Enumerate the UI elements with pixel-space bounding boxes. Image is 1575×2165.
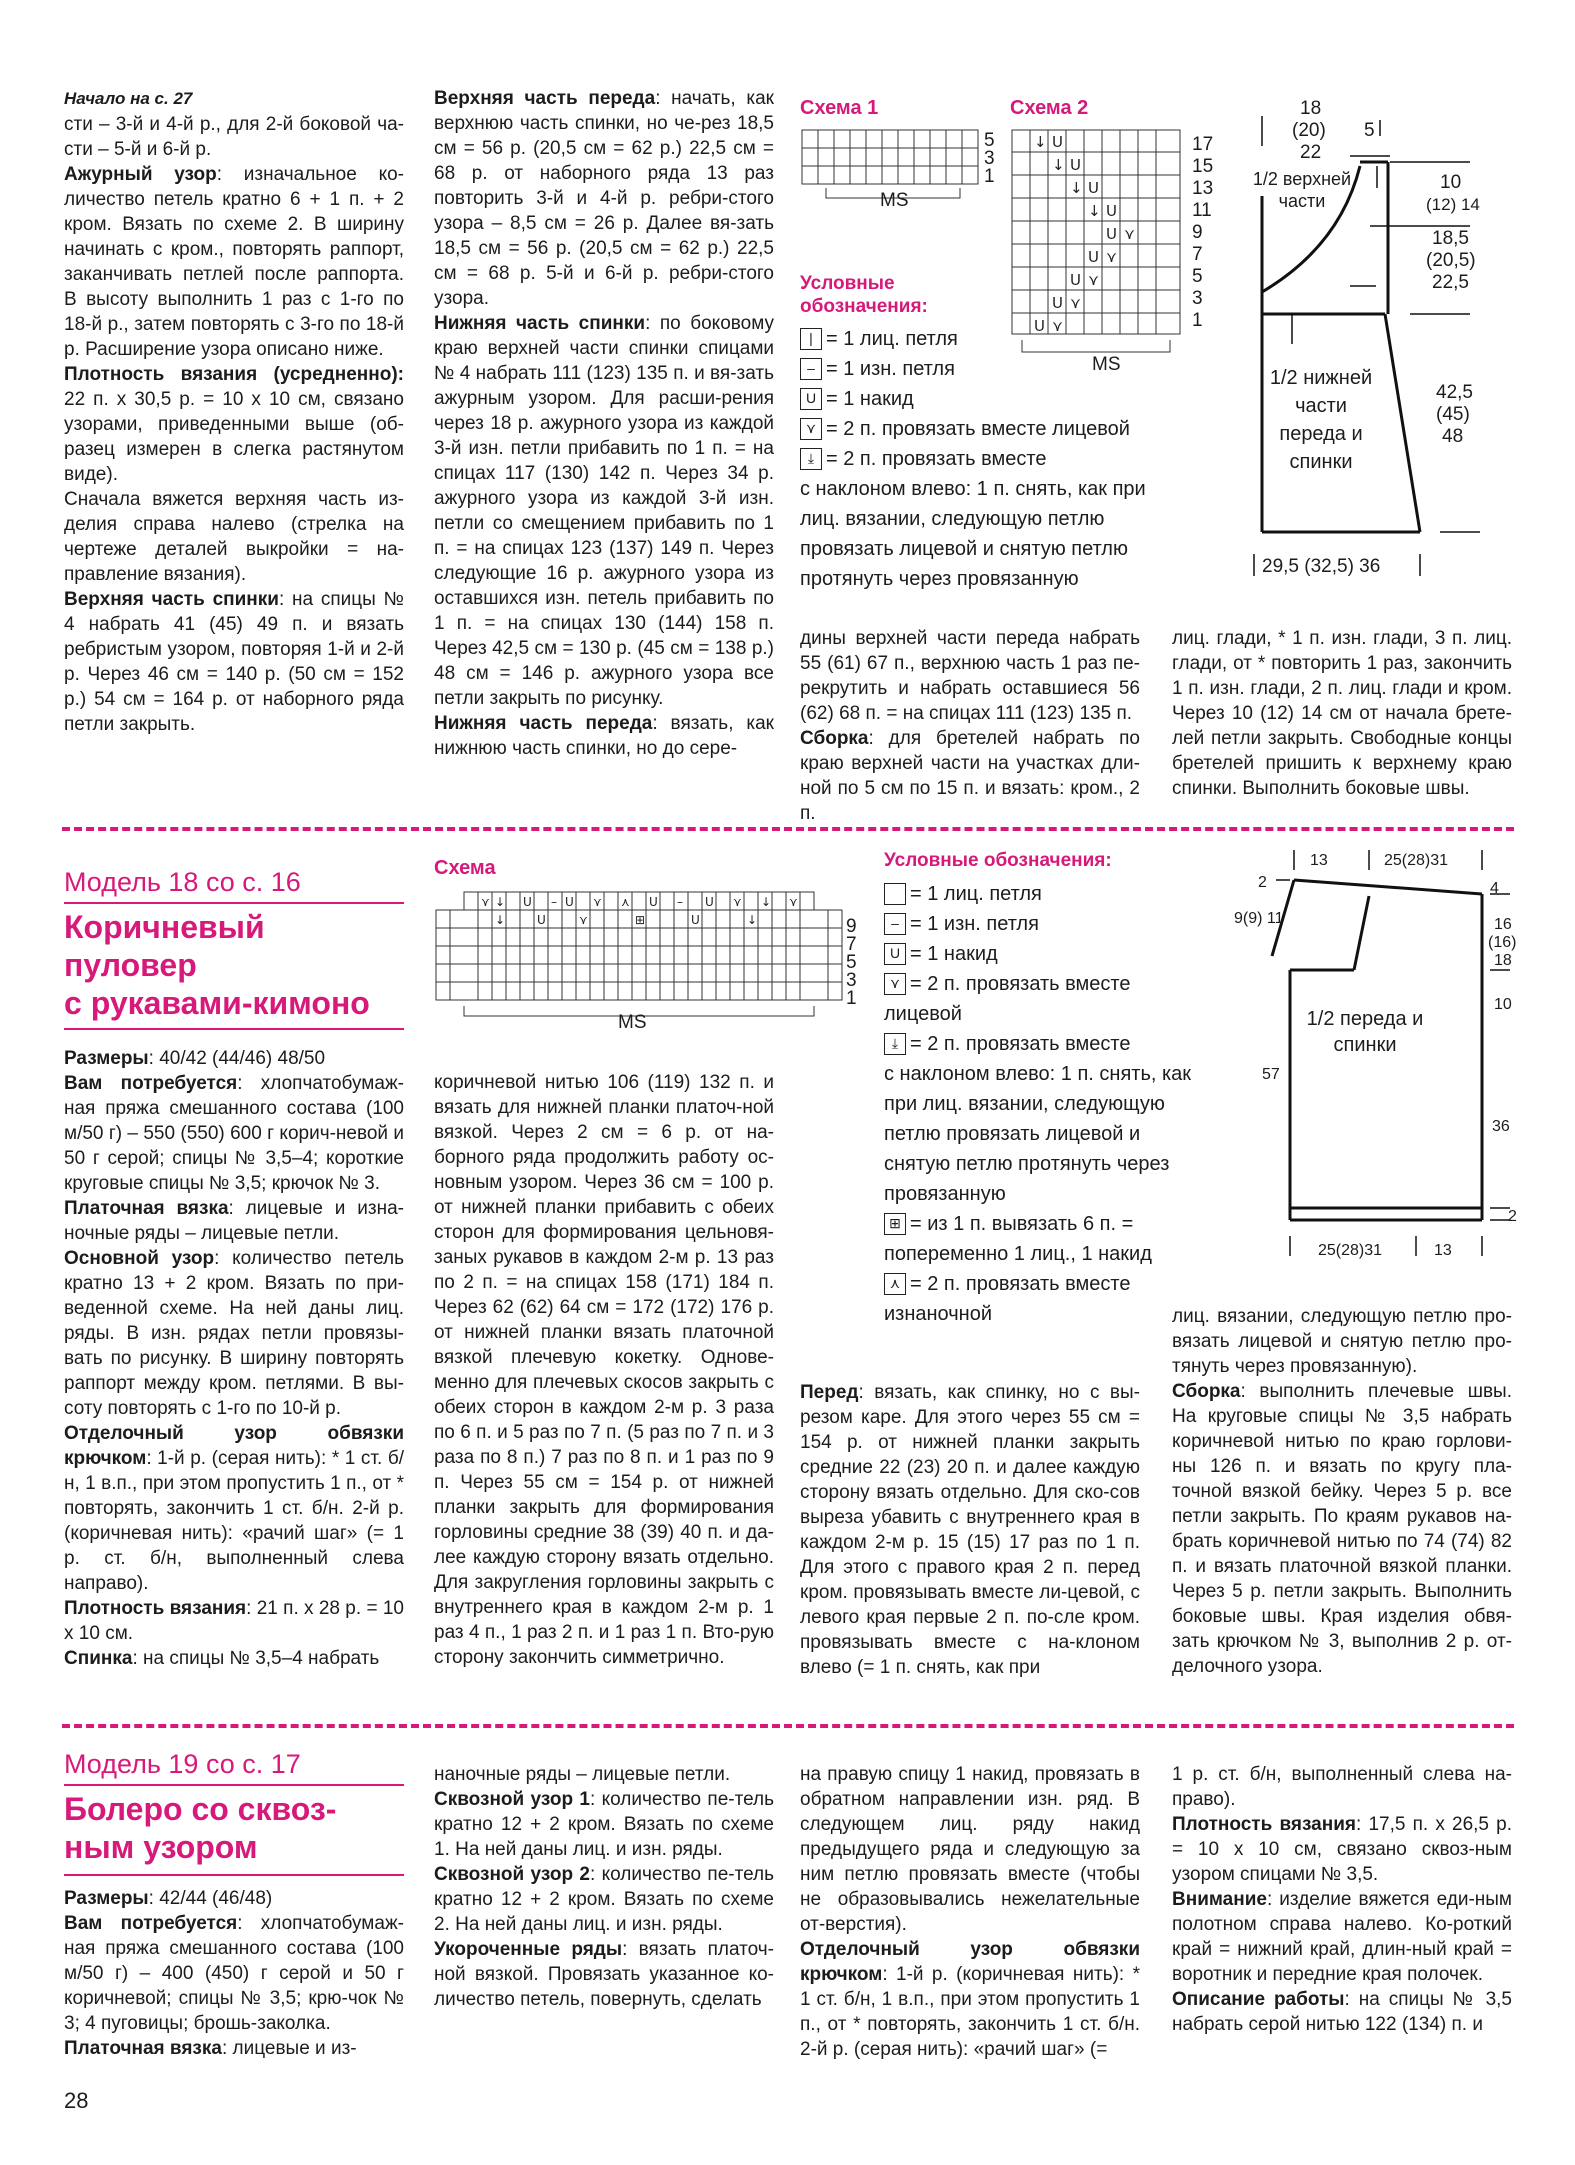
svg-text:U: U	[1034, 317, 1045, 335]
svg-text:↓: ↓	[1052, 156, 1065, 174]
svg-text:U: U	[649, 895, 658, 909]
m18-column-2	[434, 1070, 774, 1670]
legend-item: попеременно 1 лиц., 1 накид	[884, 1242, 1152, 1265]
continued-note: Начало на с. 27	[64, 89, 193, 108]
dim-label: 57	[1262, 1066, 1280, 1083]
svg-text:⋎: ⋎	[1124, 225, 1135, 243]
model-18-rule	[64, 902, 404, 904]
svg-text:⋏: ⋏	[621, 895, 630, 909]
scheme-2-row-label: 5	[1192, 266, 1203, 287]
top-column-3b	[800, 626, 1140, 826]
svg-text:⋎: ⋎	[789, 895, 798, 909]
svg-text:⊞: ⊞	[635, 913, 646, 927]
dim-label: 10	[1494, 996, 1512, 1013]
paragraph: Ажурный узор: изначальное ко-личество петель кратно 6 + 1 п. + 2 кром. Вязать по схеме 2. В ширину начинать с кром., повторять раппорт, заканчивать петлей после раппорта. В высоту выполнить 1 раз с 1-го по 18-й р., затем повторять с 3-го по 18-й р. Расширение узора описано ниже.	[64, 164, 404, 360]
svg-text:U: U	[1106, 202, 1117, 220]
dim-label: 16	[1494, 916, 1512, 933]
m18-legend	[884, 848, 1224, 1329]
ssk-icon: ⤓	[884, 1033, 906, 1055]
m18-scheme-row-label: 7	[846, 934, 857, 955]
paragraph: сти – 3-й и 4-й р., для 2-й боковой ча-сти – 5-й и 6-й р.	[64, 114, 404, 160]
m19-column-1	[64, 1886, 404, 2061]
legend-item: снятую петлю протянуть через	[884, 1152, 1170, 1175]
dim-label: 36	[1492, 1118, 1510, 1135]
legend-item: U = 1 накид	[884, 939, 1224, 969]
paragraph: Нижняя часть переда: вязать, как нижнюю часть спинки, но до сере-	[434, 713, 774, 759]
knit-stitch-icon: |	[800, 328, 822, 350]
dim-label: 13	[1434, 1242, 1452, 1259]
paragraph: Описание работы: на спицы № 3,5 набрать серой нитью 122 (134) п. и	[1172, 1989, 1512, 2035]
scheme-1-title: Схема 1	[800, 97, 879, 119]
paragraph: Размеры: 42/44 (46/48)	[64, 1888, 273, 1909]
paragraph: Верхняя часть спинки: на спицы № 4 набрать 41 (45) 49 п. и вязать ребристым узором, повторяя 1-й и 2-й р. Через 46 см = 140 р. (50 см = 152 р.) 54 см = 164 р. от наборного ряда петли закрыть.	[64, 589, 404, 735]
svg-text:U: U	[1106, 225, 1117, 243]
dim-label: (20,5)	[1426, 250, 1476, 271]
paragraph: Сквозной узор 2: количество пе-тель кратно 12 + 2 кром. Вязать по схеме 2. На ней даны лиц. и изн. ряды.	[434, 1864, 774, 1935]
svg-text:U: U	[565, 895, 574, 909]
scheme-2-row-label: 11	[1192, 200, 1212, 221]
legend-item: ⤓ = 2 п. провязать вместе	[884, 1029, 1224, 1059]
paragraph: Основной узор: количество петель кратно 13 + 2 кром. Вязать по при-веденной схеме. На ней даны лиц. ряды. В изн. рядах петли провязы-вать по рисунку. В ширину повторять раппорт между кром. петлями. В вы-соту повторять с 1-го по 10-й р.	[64, 1248, 404, 1419]
paragraph: Вам потребуется: хлопчатобумаж-ная пряжа смешанного состава (100 м/50 г) – 550 (550) 600 г корич-невой и 50 г серой; спицы № 3,5–4; короткие круговые спицы № 3,5; крючок № 3.	[64, 1073, 404, 1194]
scheme-2-row-label: 1	[1192, 310, 1203, 331]
m18-scheme-row-label: 3	[846, 970, 857, 991]
svg-text:U: U	[1070, 156, 1081, 174]
svg-text:↓: ↓	[1088, 202, 1101, 220]
m18-column-3	[800, 1380, 1140, 1680]
ssk-icon: ⤓	[800, 448, 822, 470]
model-19-rule	[64, 1784, 404, 1786]
purl-stitch-icon: –	[800, 358, 822, 380]
legend-title: Условные обозначения:	[800, 273, 928, 317]
svg-text:U: U	[1088, 248, 1099, 266]
model-19-rule	[64, 1874, 404, 1876]
svg-text:⋎: ⋎	[1088, 271, 1099, 289]
model-18-title: Коричневый пуловер с рукавами-кимоно	[64, 909, 370, 1021]
dim-label: (16)	[1488, 934, 1517, 951]
scheme-2-row-label: 9	[1192, 222, 1203, 243]
scheme-2-row-label: 15	[1192, 156, 1214, 177]
legend-continuation: с наклоном влево: 1 п. снять, как при лиц. вязании, следующую петлю провязать лицевой и снятую петлю протянуть через провязанную	[800, 478, 1146, 590]
upper-part-label: 1/2 верхней части	[1252, 169, 1352, 211]
dim-label: 25(28)31	[1318, 1242, 1383, 1259]
scheme-1-row-label: 5	[984, 130, 995, 151]
legend-item: – = 1 изн. петля	[800, 354, 1180, 384]
legend-item: при лиц. вязании, следующую	[884, 1092, 1165, 1115]
paragraph: дины верхней части переда набрать 55 (61) 67 п., верхнюю часть 1 раз пе-рекрутить и набрать оставшиеся 56 (62) 68 п. = на спицах 111 (123) 135 п.	[800, 628, 1140, 724]
paragraph: Вам потребуется: хлопчатобумаж-ная пряжа смешанного состава (100 м/50 г) – 400 (450) г серой и 50 г коричневой; спицы № 3,5; крю-чок № 3; 4 пуговицы; брошь-заколка.	[64, 1913, 404, 2034]
paragraph: Платочная вязка: лицевые и из-	[64, 2038, 357, 2059]
increase-6-icon: ⊞	[884, 1213, 906, 1235]
svg-text:–: –	[677, 895, 683, 909]
paragraph: Плотность вязания (усредненно): 22 п. х 30,5 р. = 10 х 10 см, связано узорами, приведенными выше (об-разец измерен в слегка растянутом виде).	[64, 364, 404, 485]
legend-title: Условные обозначения:	[884, 850, 1112, 871]
legend-item: ⋏ = 2 п. провязать вместе	[884, 1269, 1224, 1299]
legend-item: изнаночной	[884, 1302, 992, 1325]
legend-item: – = 1 изн. петля	[884, 909, 1224, 939]
legend-item: провязанную	[884, 1182, 1006, 1205]
legend-item: петлю провязать лицевой и	[884, 1122, 1141, 1145]
svg-text:⋎: ⋎	[1052, 317, 1063, 335]
m18-column-1	[64, 1046, 404, 1671]
svg-text:↓: ↓	[1070, 179, 1083, 197]
legend-item: лицевой	[884, 1002, 962, 1025]
scheme-1-row-label: 1	[984, 166, 995, 187]
model-19-title: Болеро со сквоз- ным узором	[64, 1791, 337, 1865]
k2tog-icon: ⋎	[800, 418, 822, 440]
m18-scheme-ms: MS	[618, 1012, 647, 1033]
paragraph: наночные ряды – лицевые петли.	[434, 1764, 731, 1785]
paragraph: Укороченные ряды: вязать платоч-ной вязкой. Провязать указанное ко-личество петель, повернуть, сделать	[434, 1939, 774, 2010]
page-number: 28	[64, 2088, 89, 2113]
paragraph: Сначала вяжется верхняя часть из-делия справа налево (стрелка на чертеже деталей выкройки = на-правление вязания).	[64, 489, 404, 585]
dim-label: 48	[1442, 426, 1464, 447]
dim-label: 10	[1440, 172, 1462, 193]
svg-text:⋎: ⋎	[481, 895, 490, 909]
k2tog-icon: ⋎	[884, 973, 906, 995]
yarn-over-icon: U	[800, 388, 822, 410]
scheme-1-ms: MS	[880, 190, 909, 211]
dim-label: 22	[1300, 142, 1322, 163]
top-column-4b	[1172, 626, 1512, 801]
m18-scheme-row-label: 9	[846, 916, 857, 937]
svg-text:U: U	[1052, 294, 1063, 312]
m19-column-3	[800, 1762, 1140, 2062]
legend-item: ⋎ = 2 п. провязать вместе	[884, 969, 1224, 999]
paragraph: Сборка: для бретелей набрать по краю верхней части на участках дли-ной по 5 см по 15 п. и вязать: кром., 2 п.	[800, 728, 1140, 824]
model-18-reference: Модель 18 со с. 16	[64, 867, 301, 897]
p2tog-icon: ⋏	[884, 1273, 906, 1295]
lower-part-label: 1/2 нижней части переда и спинки	[1269, 367, 1373, 473]
paragraph: коричневой нитью 106 (119) 132 п. и вязать для нижней планки платоч-ной вязкой. Через 2 см = 6 р. от на-борного ряда продолжить работу ос-новным узором. Через 36 см = 100 р. от нижней планки прибавить с обеих сторон для формирования цельновя-заных рукавов в каждом 2-м р. 13 раз по 2 п. = на спицах 158 (171) 184 п. Через 62 (62) 64 см = 172 (172) 176 р. от нижней планки вязать платочной вязкой плечевую кокетку. Однове-менно для плечевых скосов закрыть с обеих сторон в каждом 2-м р. 3 раза по 6 п. и 5 раз по 7 п. (5 раз по 7 п. и 3 раза по 8 п.) 7 раз по 8 п. и 1 раз по 9 п. Через 55 см = 154 р. от нижней планки закрыть для формирования горловины средние 38 (39) 40 п. и да-лее каждую сторону вязать отдельно. Для закругления горловины закрыть с внутреннего края в каждом 2-м р. 1 раз 4 п., 1 раз 2 п. и 1 раз 1 п. Вто-рую сторону закончить симметрично.	[434, 1072, 774, 1668]
svg-text:⋎: ⋎	[593, 895, 602, 909]
paragraph: Сборка: выполнить плечевые швы. На круговые спицы № 3,5 набрать коричневой нитью по краю горлови-ны 126 п. и вязать по кругу пла-точной вязкой бейку. Через 5 р. все петли закрыть. По краям рукавов на-брать коричневой нитью по 74 (74) 82 п. и вязать платочной вязкой планки. Через 5 р. петли закрыть. Выполнить боковые швы. Края изделия обвя-зать крючком № 3, выполнив 2 р. от-делочного узора.	[1172, 1381, 1512, 1677]
legend-item: с наклоном влево: 1 п. снять, как	[884, 1062, 1192, 1085]
paragraph: Внимание: изделие вяжется еди-ным полотном справа налево. Ко-роткий край = нижний край, длин-ный край = воротник и передние края полочек.	[1172, 1889, 1512, 1985]
scheme-2-row-label: 13	[1192, 178, 1214, 199]
m18-scheme-row-label: 5	[846, 952, 857, 973]
svg-text:U: U	[1052, 133, 1063, 151]
m18-scheme-row-label: 1	[846, 988, 857, 1009]
legend-item: = 1 лиц. петля	[884, 879, 1224, 909]
dim-label: 13	[1310, 852, 1328, 869]
svg-text:↓: ↓	[495, 913, 506, 927]
front-back-label: 1/2 переда и спинки	[1306, 1008, 1424, 1056]
m19-column-2	[434, 1762, 774, 2012]
paragraph: Отделочный узор обвязки крючком: 1-й р. (коричневая нить): * 1 ст. б/н, 1 в.п., при этом пропустить 1 п., от * повторять, закончить 1 ст. б/н. 2-й р. (серая нить): «рачий шаг» (=	[800, 1939, 1140, 2060]
dim-label: 4	[1490, 880, 1499, 897]
m18-column-4	[1172, 1304, 1512, 1679]
paragraph: Плотность вязания: 17,5 п. х 26,5 р. = 10 х 10 см, связано сквоз-ным узором спицами № 3,5.	[1172, 1814, 1512, 1885]
dim-label: 2	[1258, 874, 1267, 891]
dim-label: 2	[1508, 1208, 1517, 1225]
top-schematic	[1240, 96, 1520, 586]
legend-item: | = 1 лиц. петля	[800, 324, 1180, 354]
dim-label: (20)	[1292, 120, 1326, 141]
dim-label: (45)	[1436, 404, 1470, 425]
scheme-1	[800, 96, 1000, 246]
paragraph: Размеры: 40/42 (44/46) 48/50	[64, 1048, 326, 1069]
scheme-2-title: Схема 2	[1010, 97, 1089, 119]
paragraph: лиц. вязании, следующую петлю про-вязать лицевой и снятую петлю про-тянуть через провязанную).	[1172, 1306, 1512, 1377]
dim-label: 9(9) 11	[1234, 910, 1284, 927]
legend-item: ⤓ = 2 п. провязать вместе	[800, 444, 1180, 474]
section-divider	[62, 827, 1514, 831]
top-column-1	[64, 112, 404, 737]
svg-text:–: –	[551, 895, 557, 909]
svg-text:U: U	[523, 895, 532, 909]
paragraph: Верхняя часть переда: начать, как верхнюю часть спинки, но че-рез 18,5 см = 56 р. (20,5 см = 62 р.) 22,5 см = 68 р. от наборного ряда 13 раз повторить 3-й и 4-й р. ребри-стого узора – 8,5 см = 26 р. Далее вя-зать 18,5 см = 56 р. (20,5 см = 62 р.) 22,5 см = 68 р. 5-й и 6-й р. ребри-стого узора.	[434, 88, 774, 309]
purl-stitch-icon: –	[884, 913, 906, 935]
dim-label: 18,5	[1432, 228, 1469, 249]
paragraph: на правую спицу 1 накид, провязать в обратном направлении изн. ряд. В следующем лиц. ряду накид предыдущего ряда и следующую за ним петлю провязать вместе (чтобы не образовывались нежелательные от-верстия).	[800, 1764, 1140, 1935]
m18-scheme	[434, 856, 874, 1036]
dim-label: (12) 14	[1426, 195, 1480, 214]
yarn-over-icon: U	[884, 943, 906, 965]
svg-text:↓: ↓	[1034, 133, 1047, 151]
svg-text:U: U	[537, 913, 546, 927]
dim-label: 18	[1300, 98, 1322, 119]
model-19-reference: Модель 19 со с. 17	[64, 1749, 301, 1779]
paragraph: Отделочный узор обвязки крючком: 1-й р. (серая нить): * 1 ст. б/н, 1 в.п., при этом пропустить 1 п., от * повторять, закончить 1 ст. б/н. 2-й р. (коричневая нить): «рачий шаг» (= 1 р. ст. б/н, выполненный слева направо).	[64, 1423, 404, 1594]
paragraph: Сквозной узор 1: количество пе-тель кратно 12 + 2 кром. Вязать по схеме 1. На ней даны лиц. и изн. ряды.	[434, 1789, 774, 1860]
svg-text:U: U	[705, 895, 714, 909]
scheme-2-row-label: 17	[1192, 134, 1214, 155]
paragraph: лиц. глади, * 1 п. изн. глади, 3 п. лиц. глади, от * повторить 1 раз, закончить 1 п. изн. глади, 2 п. лиц. глади и кром. Через 10 (12) 14 см от начала брете-лей петли закрыть. Свободные концы бретелей пришить к верхнему краю спинки. Выполнить боковые швы.	[1172, 628, 1512, 799]
paragraph: 1 р. ст. б/н, выполненный слева на-право).	[1172, 1764, 1512, 1810]
dim-label: 5	[1364, 120, 1375, 141]
dim-label: 42,5	[1436, 382, 1473, 403]
svg-text:↓: ↓	[761, 895, 772, 909]
scheme-2-row-label: 7	[1192, 244, 1203, 265]
svg-text:⋎: ⋎	[1106, 248, 1117, 266]
scheme-1-row-label: 3	[984, 148, 995, 169]
m19-column-4	[1172, 1762, 1512, 2037]
paragraph: Платочная вязка: лицевые и изна-ночные ряды – лицевые петли.	[64, 1198, 404, 1244]
paragraph: Перед: вязать, как спинку, но с вы-резом каре. Для этого через 55 см = 154 р. от нижней планки закрыть средние 22 (23) 20 п. и далее каждую сторону вязать отдельно. Для ско-сов выреза убавить с внутреннего края в каждом 2-м р. 15 (15) 17 раз по 1 п. Для этого с правого края 2 п. перед кром. провязывать вместе ли-цевой, с левого края первые 2 п. по-сле кром. провязывать вместе с на-клоном влево (= 1 п. снять, как при	[800, 1382, 1140, 1678]
paragraph: Спинка: на спицы № 3,5–4 набрать	[64, 1648, 380, 1669]
svg-text:U: U	[1088, 179, 1099, 197]
knit-stitch-icon	[884, 883, 906, 905]
svg-text:↓: ↓	[747, 913, 758, 927]
m18-scheme-title: Схема	[434, 857, 496, 879]
paragraph: Плотность вязания: 21 п. х 28 р. = 10 х 10 см.	[64, 1598, 404, 1644]
svg-text:↓: ↓	[495, 895, 506, 909]
legend-item: ⋎ = 2 п. провязать вместе лицевой	[800, 414, 1180, 444]
svg-text:⋎: ⋎	[1070, 294, 1081, 312]
dim-label: 22,5	[1432, 272, 1469, 293]
dim-label: 18	[1494, 952, 1512, 969]
dim-label: 25(28)31	[1384, 852, 1449, 869]
dim-label: 29,5 (32,5) 36	[1262, 556, 1381, 577]
legend-item: U = 1 накид	[800, 384, 1180, 414]
scheme-2-row-label: 3	[1192, 288, 1203, 309]
top-column-2	[434, 86, 774, 761]
svg-text:⋎: ⋎	[733, 895, 742, 909]
section-divider	[62, 1724, 1514, 1728]
top-legend	[800, 272, 1180, 594]
paragraph: Нижняя часть спинки: по боковому краю верхней части спинки спицами № 4 набрать 111 (123) 135 п. и вя-зать ажурным узором. Для расши-рения через 18 р. ажурного узора из каждой 3-й изн. петли прибавить по 1 п. = на спицах 117 (130) 142 п. Через 34 р. ажурного узора из каждой 3-й изн. петли со смещением прибавить по 1 п. = на спицах 123 (137) 149 п. Через следующие 16 р. ажурного узора из оставшихся изн. петель прибавить по 1 п. = на спицах 130 (144) 158 п. Через 42,5 см = 130 р. (45 см = 138 р.) 48 см = 146 р. ажурного узора все петли закрыть по рисунку.	[434, 313, 774, 709]
legend-item: ⊞ = из 1 п. вывязать 6 п. =	[884, 1209, 1224, 1239]
model-18-rule	[64, 1028, 404, 1030]
svg-text:⋎: ⋎	[579, 913, 588, 927]
svg-text:U: U	[1070, 271, 1081, 289]
svg-text:U: U	[691, 913, 700, 927]
m18-schematic	[1234, 846, 1520, 1266]
scheme-2-ms: MS	[1092, 354, 1121, 375]
